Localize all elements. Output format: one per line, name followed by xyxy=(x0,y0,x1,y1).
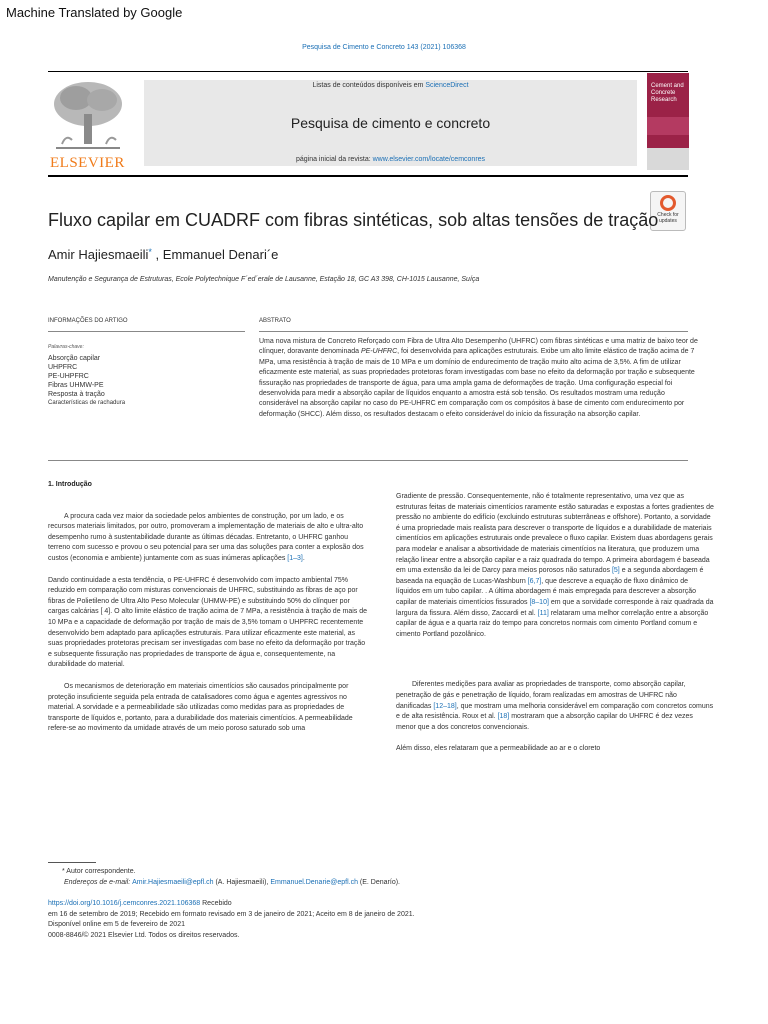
keyword-item: Absorção capilar xyxy=(48,355,101,362)
journal-cover-thumbnail[interactable] xyxy=(647,73,689,170)
corresponding-author-note xyxy=(48,867,688,878)
author-affiliation: Manutenção e Segurança de Estruturas, Ecole Polytechnique F´ed´erale de Lausanne, Estação 18, GC A3 398, CH-1015 Lausanne, Suíça xyxy=(48,276,480,283)
journal-homepage-link[interactable]: www.elsevier.com/locate/cemconres xyxy=(372,156,486,163)
email-name: (E. Denarío). xyxy=(357,878,400,886)
keywords-heading: Palavras-chave: xyxy=(48,344,84,350)
reference-link[interactable]: [8–10] xyxy=(529,598,549,606)
keyword-item: UHPFRC xyxy=(48,364,78,371)
reference-link[interactable]: [1–3] xyxy=(287,554,303,562)
article-info-rule xyxy=(48,331,245,332)
elsevier-tree-logo-icon xyxy=(48,78,128,170)
footnote-text: Autor correspondente. xyxy=(64,868,136,875)
journal-citation[interactable]: Pesquisa de Cimento e Concreto 143 (2021) 106368 xyxy=(302,44,466,51)
paragraph xyxy=(48,512,368,565)
paragraph-text: A procura cada vez maior da sociedade pelos ambientes de construção, por um lado, e os recursos materiais limitados, por outro, promoveram a implementação de materiais de alto e ultra-alto desempenho rumo à sustentabilidade durante as últimas décadas. Entretanto, o UHFRC ganhou terreno com sucesso e provou o seu potencial para ser uma das soluções para conter a explosão dos custos (economia e ambiente) juntamente com as suas inúmeras aplicações xyxy=(48,512,364,562)
doi-link[interactable]: https://doi.org/10.1016/j.cemconres.2021.106368 xyxy=(48,900,201,908)
doi-line xyxy=(48,899,688,910)
author-list xyxy=(48,247,278,262)
paragraph: Os mecanismos de deterioração em materiais cimentícios são causados principalmente por proteção insuficiente seguida pela entrada de catalisadores como água e agentes agressivos no material. A sorvidade e a permeabilidade são utilizadas como medidas para as propriedades de transporte de líquidos e, portanto, para a durabilidade dos materiais cimentícios. A permeabilidade refere-se ao movimento da umidade através de um meio poroso saturado sob uma xyxy=(48,682,353,733)
journal-title: Pesquisa de cimento e concreto xyxy=(290,115,491,131)
paragraph-text: Gradiente de pressão. Consequentemente, não é totalmente representativo, uma vez que as estruturas feitas de materiais cimentícios raramente estão saturadas e expostas a fortes gradientes de pressão no ambiente do edifício (excluindo estruturas subterrâneas e offshore). Portanto, a sorvidade é uma propriedade mais realista para descrever o transporte de líquidos e a durabilidade de materiais cimentícios em aplicações estruturais onde prevalece o fluxo capilar. Existem duas abordagens gerais para modelar e analisar a absortividade de materiais cimentícios na literatura, que produzem uma relação linear entre a absorção capilar e a raiz quadrada do tempo. A primeira abordagem é baseada em uma extensão da lei de Darcy para meios porosos não saturados xyxy=(396,493,714,575)
reference-link[interactable]: [5] xyxy=(611,567,620,575)
reference-link[interactable]: [18] xyxy=(497,713,510,721)
reference-link[interactable]: [12–18] xyxy=(433,702,457,710)
paragraph: Além disso, eles relataram que a permeabilidade ao ar e o cloreto xyxy=(396,745,601,753)
paragraph-text: relataram uma melhor correlação entre a absorção capilar de água e a quarta raiz do tempo para concretos normais com cimento Portland comum e cimento Portland pozolânico. xyxy=(396,609,709,638)
reference-link[interactable]: [6,7] xyxy=(527,577,542,585)
keywords-block xyxy=(48,343,245,408)
abstract-part2: , foi desenvolvida para aplicações estruturais. Exibe um alto limite elástico de tração acima de 7 MPa, uma resistência à tração de mais de 10 MPa e um domínio de endurecimento de tração muito alto acima de 3,5%. A fim de utilizar eficazmente este material, as suas propriedades protetoras foram investigadas com base no efeito da deformação por tração e subsequente fissuração nas propriedades de transporte de água, para uma ampla gama de deformações de tração. Uma configuração especial foi desenvolvida para medir a absorção capilar de líquidos enquanto a amostra está sob tensão. Os resultados mostram uma redução considerável na absorção capilar no caso do PE-UHFRC em comparação com os compósitos à base de cimento com endurecimento por deformação (SHCC). Além disso, os resultados destacam o efeito considerável do início da fissuração na absorção capilar. xyxy=(259,348,695,418)
cover-title: Cement and Concrete Research xyxy=(651,83,684,103)
article-info-label: INFORMAÇÕES DO ARTIGO xyxy=(48,318,128,324)
article-title: Fluxo capilar em CUADRF com fibras sintéticas, sob altas tensões de tração xyxy=(48,210,659,230)
keyword-item: Fibras UHMW-PE xyxy=(48,382,104,389)
paragraph-text: , que mostram uma melhoria considerável em comparação com concretos comuns e de alta resistência. Roux et al. xyxy=(396,702,714,721)
abstract-bottom-rule xyxy=(48,460,688,461)
elsevier-wordmark: ELSEVIER xyxy=(50,155,125,171)
body-column-left xyxy=(48,480,368,735)
article-dates: em 16 de setembro de 2019; Recebido em formato revisado em 3 de janeiro de 2021; Aceito em 8 de janeiro de 2021. xyxy=(48,910,415,918)
author-separator: , xyxy=(151,247,163,262)
received-label: Recebido xyxy=(200,900,232,908)
homepage-label: página inicial da revista: xyxy=(295,156,373,163)
email-link-hajiesmaeili[interactable]: Amir.Hajiesmaeili@epfl.ch xyxy=(132,878,214,886)
machine-translated-banner: Machine Translated by Google xyxy=(6,5,183,20)
header-divider xyxy=(48,175,688,177)
reference-link[interactable]: [11] xyxy=(537,609,549,617)
abstract-text xyxy=(259,337,699,420)
paragraph: Dando continuidade a esta tendência, o PE-UHFRC é desenvolvido com impacto ambiental 75% reduzido em comparação com misturas convencionais de UHFRC, substituindo as fibras de aço por fibras de Polietileno de Ultra Alto Peso Molecular (UHMW-PE) e substituindo 50% do clínquer por cargas calcárias [ 4]. O alto limite elástico de tração acima de 7 MPa, a resistência à tração de mais de 10 MPa e a capacidade de deformação por tração de mais de 3,5% tornam o UHPFRC recentemente desenvolvido bem adaptado para aplicações estruturais. Para utilizar eficazmente este material, as suas propriedades protetoras precisam ser investigadas com base no efeito da deformação por tração e subsequente fissuração nas propriedades de transporte de água e, consequentemente, na durabilidade do material. xyxy=(48,576,368,669)
journal-header xyxy=(48,71,688,172)
article-footer xyxy=(48,867,688,942)
updates-ring-icon xyxy=(660,195,676,211)
journal-info-box xyxy=(144,80,637,166)
keyword-item: Características de rachadura xyxy=(48,400,126,406)
email-link-denarie[interactable]: Emmanuel.Denarie@epfl.ch xyxy=(270,878,358,886)
sciencedirect-link[interactable]: ScienceDirect xyxy=(425,82,469,89)
contents-lists-line xyxy=(144,82,637,89)
author-hajiesmaeili: Amir Hajiesmaeili xyxy=(48,247,149,262)
paragraph-text: mostraram que a absorção capilar do UHFRC é dez vezes menor que a dos concretos convencionais. xyxy=(396,713,693,731)
paragraph-text: Diferentes medições para avaliar as propriedades de transporte, como absorção capilar, penetração de gás e penetração de líquido, foram realizadas em amostras de UHFRC não danificadas xyxy=(396,681,686,710)
email-name: (A. Hajiesmaeili), xyxy=(213,878,271,886)
paragraph-text: . xyxy=(302,554,305,562)
author-denarie: Emmanuel Denari´e xyxy=(162,247,279,262)
abstract-part1: Uma nova mistura de Concreto Reforçado com Fibra de Ultra Alto Desempenho (UHFRC) com fibras sintéticas e uma matriz de baixo teor de clínquer, doravante denominada xyxy=(259,338,698,356)
body-column-right xyxy=(396,492,714,755)
abstract-rule xyxy=(259,331,688,332)
keyword-item: Resposta à tração xyxy=(48,391,105,398)
paragraph xyxy=(396,680,714,733)
corresponding-author-mark[interactable]: * xyxy=(148,247,152,257)
paragraph-text: , que descreve a equação de fluxo dinâmico de líquidos em um tubo capilar. . A última abordagem é mais empregada para descrever a absorção capilar de materiais cimentícios fissurados xyxy=(396,577,696,606)
footnote-rule xyxy=(48,862,96,863)
cover-stripe xyxy=(647,117,689,135)
email-note xyxy=(48,878,688,889)
paragraph-text: e a segunda abordagem é baseada na equação de Lucas-Washburn xyxy=(396,567,704,585)
paragraph xyxy=(396,492,714,640)
section-heading-introduction: 1. Introdução xyxy=(48,481,92,488)
online-date: Disponível online em 5 de fevereiro de 2021 xyxy=(48,921,185,929)
footnote-mark: * xyxy=(62,868,65,875)
abstract-label: ABSTRATO xyxy=(259,318,291,324)
cover-footer-band xyxy=(647,148,689,170)
journal-homepage-line xyxy=(144,156,637,163)
abstract-emphasis: PE-UHFRC xyxy=(360,348,398,356)
check-updates-line1: Check for xyxy=(657,212,679,218)
email-label: Endereços de e-mail: xyxy=(64,878,133,886)
copyright-line: 0008-8846/© 2021 Elsevier Ltd. Todos os direitos reservados. xyxy=(48,931,240,939)
paragraph-text: em que a sorvidade corresponde à raiz quadrada da largura da fissura. Além disso, Zaccardi et al. xyxy=(396,598,714,617)
contents-lists-text: Listas de conteúdos disponíveis em xyxy=(312,82,426,89)
check-updates-line2: updates xyxy=(659,218,677,224)
keyword-item: PE-UHPFRC xyxy=(48,373,89,380)
